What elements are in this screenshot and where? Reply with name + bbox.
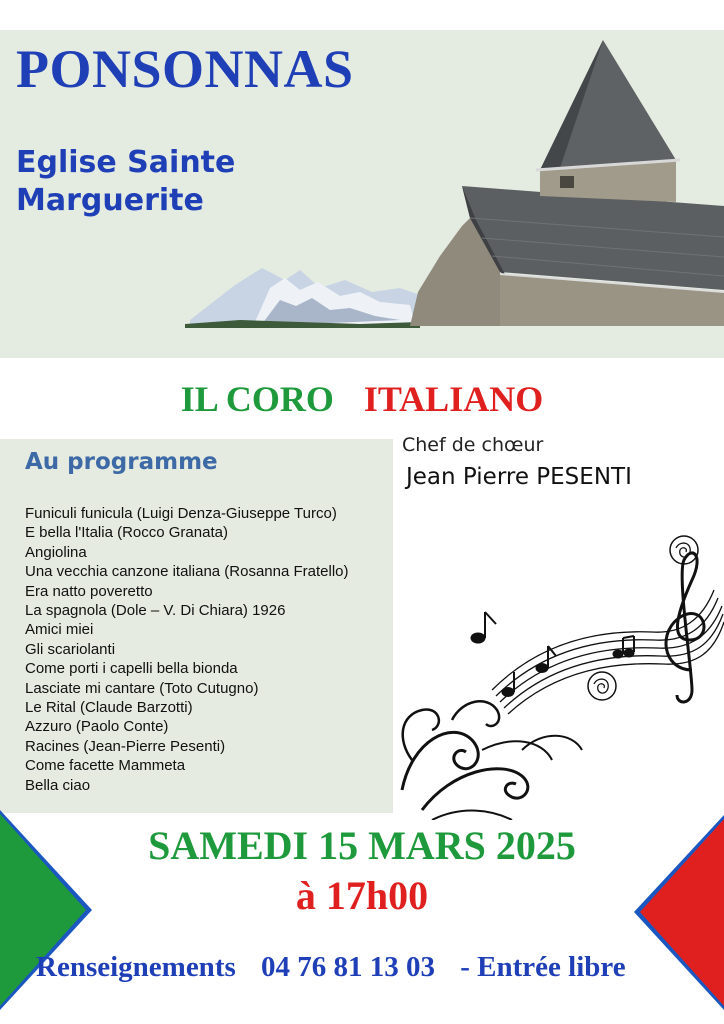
music-notes-illustration — [392, 520, 724, 820]
venue-title-line2: Marguerite — [16, 183, 204, 218]
program-item: Le Rital (Claude Barzotti) — [25, 699, 193, 717]
program-item: Una vecchia canzone italiana (Rosanna Fratello) — [25, 563, 349, 581]
info-label: Renseignements — [36, 951, 236, 983]
event-time: à 17h00 — [295, 873, 429, 918]
choir-title — [0, 378, 724, 420]
program-item: Lasciate mi cantare (Toto Cutugno) — [25, 679, 259, 697]
venue-title — [16, 144, 235, 220]
program-item: Racines (Jean-Pierre Pesenti) — [25, 737, 226, 755]
town-title: PONSONNAS — [16, 39, 354, 99]
choir-title-part1: IL CORO — [180, 379, 334, 419]
program-item: La spagnola (Dole – V. Di Chiara) 1926 — [25, 602, 286, 620]
program-list — [25, 504, 349, 795]
director-role: Chef de chœur — [402, 434, 544, 456]
event-date: SAMEDI 15 MARS 2025 — [148, 823, 576, 868]
program-item: Bella ciao — [25, 776, 91, 794]
program-item: Amici miei — [25, 621, 94, 639]
program-item: Come porti i capelli bella bionda — [25, 660, 238, 678]
info-entry: - Entrée libre — [460, 951, 626, 983]
program-item: Era natto poveretto — [25, 582, 153, 600]
program-item: Azzuro (Paolo Conte) — [25, 718, 169, 736]
program-title: Au programme — [25, 449, 218, 475]
program-item: E bella l'Italia (Rocco Granata) — [25, 524, 228, 542]
program-item: Gli scariolanti — [25, 640, 116, 658]
program-item: Come facette Mammeta — [25, 757, 186, 775]
program-item: Angiolina — [25, 543, 87, 561]
info-line — [36, 951, 716, 984]
venue-title-line1: Eglise Sainte — [16, 145, 236, 180]
director-name: Jean Pierre PESENTI — [406, 464, 632, 490]
info-phone: 04 76 81 13 03 — [261, 951, 436, 983]
program-item: Funiculi funicula (Luigi Denza-Giuseppe Turco) — [25, 505, 337, 522]
choir-title-part2: ITALIANO — [363, 379, 544, 419]
